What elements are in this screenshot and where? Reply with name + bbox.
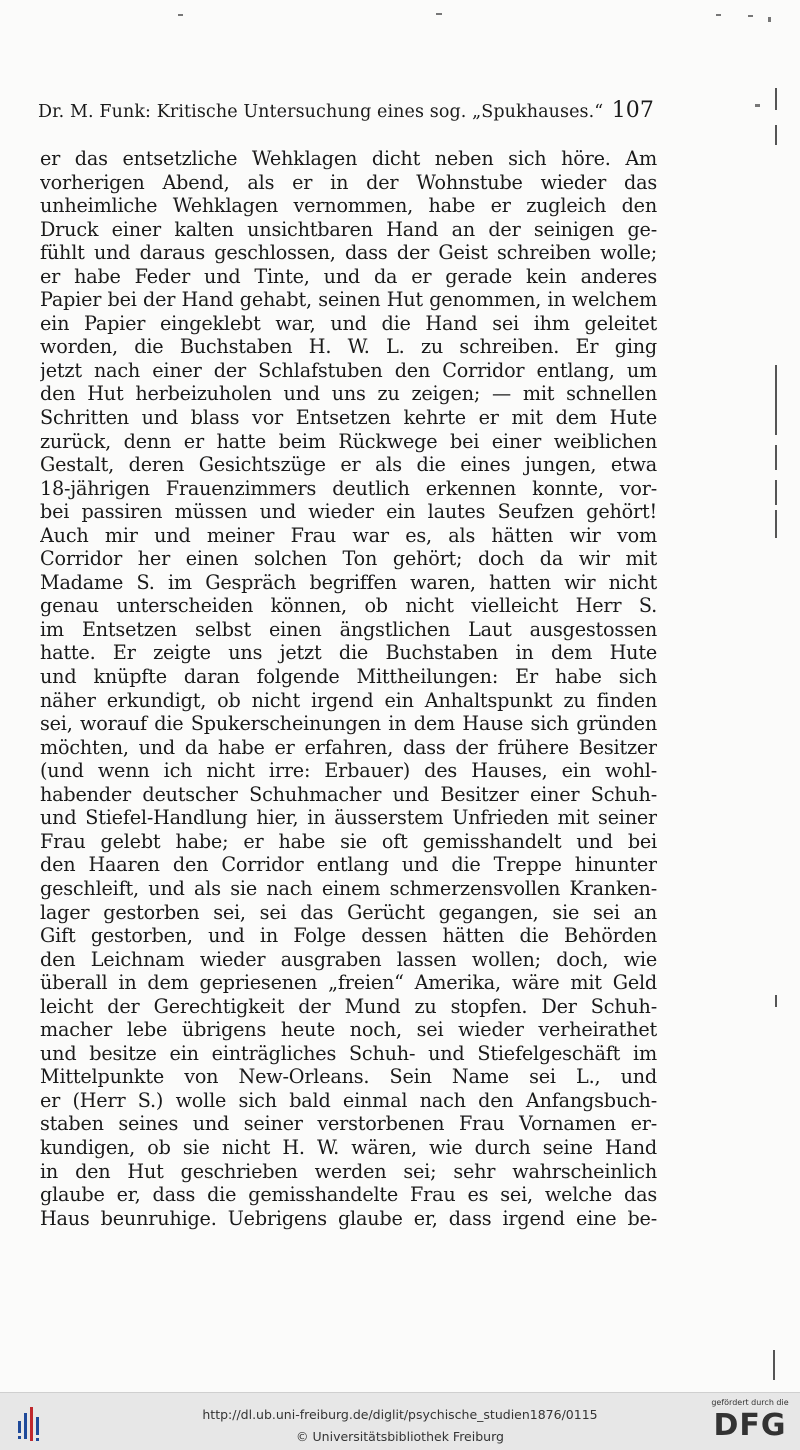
text-line: Auch mir und meiner Frau war es, als hätten wir vom [40,523,657,547]
text-line: Haus beunruhige. Uebrigens glaube er, dass irgend eine be- [40,1206,657,1230]
copyright-notice: © Universitätsbibliothek Freiburg [296,1429,504,1444]
text-line: leicht der Gerechtigkeit der Mund zu stopfen. Der Schuh- [40,994,657,1018]
text-line: Schritten und blass vor Entsetzen kehrte er mit dem Hute [40,406,657,430]
text-line: Druck einer kalten unsichtbaren Hand an der seinigen ge- [40,217,657,241]
text-line: Gift gestorben, und in Folge dessen hätten die Behörden [40,924,657,948]
text-line: näher erkundigt, ob nicht irgend ein Anhaltspunkt zu finden [40,688,657,712]
margin-line [775,88,777,110]
text-line: unheimliche Wehklagen vernommen, habe er zugleich den [40,194,657,218]
text-line: er (Herr S.) wolle sich bald einmal nach den Anfangsbuch- [40,1088,657,1112]
permalink-url[interactable]: http://dl.ub.uni-freiburg.de/diglit/psychische_studien1876/0115 [202,1407,598,1422]
text-line: 18-jährigen Frauenzimmers deutlich erkennen konnte, vor- [40,476,657,500]
text-line: im Entsetzen selbst einen ängstlichen Laut ausgestossen [40,617,657,641]
running-head-title: Dr. M. Funk: Kritische Untersuchung eines sog. „Spukhauses.“ [38,102,604,122]
text-line: Corridor her einen solchen Ton gehört; doch da wir mit [40,547,657,571]
text-line: geschleift, und als sie nach einem schmerzensvollen Kranken- [40,876,657,900]
text-line: Madame S. im Gespräch begriffen waren, hatten wir nicht [40,570,657,594]
page-number: 107 [611,98,654,123]
dfg-logo [704,1396,796,1448]
text-line: und knüpfte daran folgende Mittheilungen: Er habe sich [40,665,657,689]
footer-bar [0,1392,800,1450]
text-line: bei passiren müssen und wieder ein lautes Seufzen gehört! [40,500,657,524]
text-line: worden, die Buchstaben H. W. L. zu schreiben. Er ging [40,335,657,359]
text-line: zurück, denn er hatte beim Rückwege bei einer weiblichen [40,429,657,453]
text-line: den Hut herbeizuholen und uns zu zeigen; — mit schnellen [40,382,657,406]
scan-mark [748,15,753,17]
margin-line [775,510,777,538]
running-head [38,98,658,128]
ub-freiburg-logo-icon [16,1403,46,1443]
text-line: kundigen, ob sie nicht H. W. wären, wie durch seine Hand [40,1135,657,1159]
text-line: überall in dem gepriesenen „freien“ Amerika, wäre mit Geld [40,971,657,995]
margin-line [775,995,777,1007]
margin-line [775,445,777,470]
margin-line [775,125,777,145]
text-line: Frau gelebt habe; er habe sie oft gemisshandelt und bei [40,829,657,853]
text-line: sei, worauf die Spukerscheinungen in dem Hause sich gründen [40,712,657,736]
text-line: und Stiefel-Handlung hier, in äusserstem Unfrieden mit seiner [40,806,657,830]
dfg-funding-note: gefördert durch die [711,1398,789,1407]
scan-mark [768,17,771,22]
dfg-wordmark: DFG [713,1408,787,1443]
text-line: den Haaren den Corridor entlang und die Treppe hinunter [40,853,657,877]
text-line: hatte. Er zeigte uns jetzt die Buchstaben in dem Hute [40,641,657,665]
text-line: Gestalt, deren Gesichtszüge er als die eines jungen, etwa [40,453,657,477]
text-line: er das entsetzliche Wehklagen dicht neben sich höre. Am [40,147,657,170]
text-line: staben seines und seiner verstorbenen Frau Vornamen er- [40,1112,657,1136]
text-line: jetzt nach einer der Schlafstuben den Corridor entlang, um [40,358,657,382]
text-line: möchten, und da habe er erfahren, dass der frühere Besitzer [40,735,657,759]
text-line: macher lebe übrigens heute noch, sei wieder verheirathet [40,1018,657,1042]
text-line: glaube er, dass die gemisshandelte Frau es sei, welche das [40,1183,657,1207]
margin-line [773,1350,775,1380]
body-text [40,147,657,1230]
text-line: und besitze ein einträgliches Schuh- und Stiefelgeschäft im [40,1041,657,1065]
text-line: ein Papier eingeklebt war, und die Hand sei ihm geleitet [40,311,657,335]
text-line: habender deutscher Schuhmacher und Besitzer einer Schuh- [40,782,657,806]
text-line: genau unterscheiden können, ob nicht vielleicht Herr S. [40,594,657,618]
text-line: vorherigen Abend, als er in der Wohnstube wieder das [40,170,657,194]
text-line: (und wenn ich nicht irre: Erbauer) des Hauses, ein wohl- [40,759,657,783]
margin-line [775,365,777,435]
scan-mark [436,13,442,15]
text-line: den Leichnam wieder ausgraben lassen wollen; doch, wie [40,947,657,971]
text-line: Papier bei der Hand gehabt, seinen Hut genommen, in welchem [40,288,657,312]
text-line: lager gestorben sei, sei das Gerücht gegangen, sie sei an [40,900,657,924]
scan-mark [755,104,760,107]
margin-line [775,480,777,505]
scan-mark [178,14,183,16]
text-line: fühlt und daraus geschlossen, dass der Geist schreiben wolle; [40,241,657,265]
text-line: Mittelpunkte von New-Orleans. Sein Name sei L., und [40,1065,657,1089]
scan-mark [716,14,721,16]
text-line: er habe Feder und Tinte, und da er gerade kein anderes [40,264,657,288]
text-line: in den Hut geschrieben werden sei; sehr wahrscheinlich [40,1159,657,1183]
